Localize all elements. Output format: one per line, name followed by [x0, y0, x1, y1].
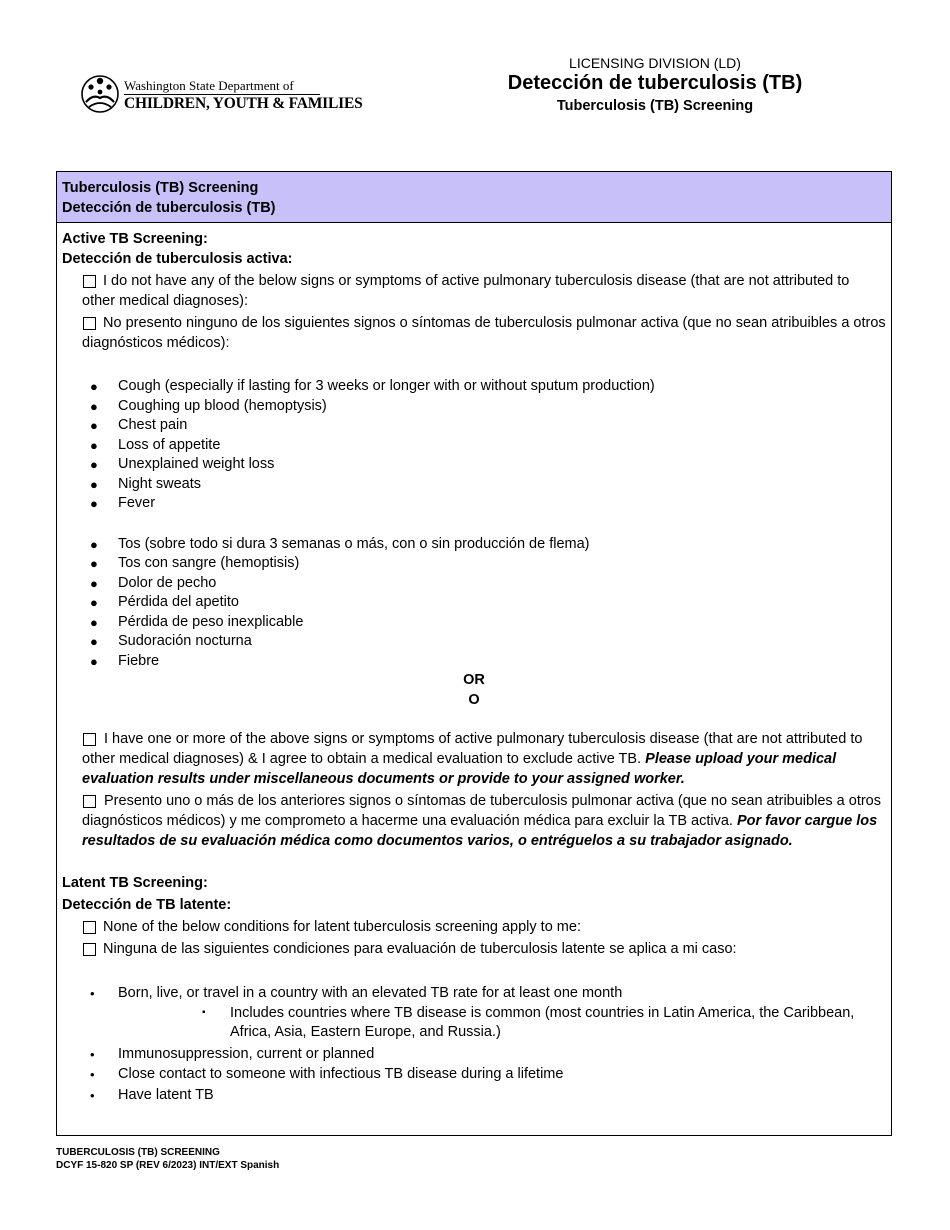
active-symptoms-en-label: I have one or more of the above signs or symptoms of active pulmonary tuberculosis disease (that are not attributed to other medical diagnoses) & I agree to obtain a medical evaluation to exclude active TB. Please upload your medical evaluation results under miscellaneous documents or provide to your assigned worker. — [82, 731, 863, 787]
symptom-list-es — [62, 535, 886, 672]
division-label: LICENSING DIVISION (LD) — [569, 55, 741, 71]
active-no-symptoms-es — [62, 313, 886, 353]
list-item: ● Fiebre — [62, 652, 886, 672]
bullet-icon: ● — [90, 379, 98, 394]
bullet-icon: ● — [90, 575, 98, 591]
list-item: ● Sudoración nocturna — [62, 632, 886, 652]
upload-instruction-en: Please upload your medical evaluation results under miscellaneous documents or provide to your assigned worker. — [82, 751, 837, 787]
list-item: • Close contact to someone with infectious TB disease during a lifetime — [62, 1065, 886, 1085]
bullet-icon: • — [90, 1067, 95, 1082]
or-label-es: O — [468, 691, 480, 708]
section-header — [57, 172, 891, 223]
latent-none-en-label: None of the below conditions for latent tuberculosis screening apply to me: — [103, 919, 581, 935]
list-item: ● Cough (especially if lasting for 3 weeks or longer with or without sputum production) — [62, 377, 886, 397]
latent-heading-en: Latent TB Screening: — [62, 875, 208, 891]
active-no-symptoms-en-label: I do not have any of the below signs or symptoms of active pulmonary tuberculosis disease (that are not attributed to other medical diagnoses): — [82, 273, 850, 309]
bullet-icon: ● — [90, 634, 98, 649]
active-no-symptoms-en — [62, 271, 886, 311]
dcyf-logo — [80, 72, 363, 118]
upload-instruction-es: Por favor cargue los resultados de su evaluación médica como documentos varios, o entréguelos a su trabajador asignado. — [82, 813, 878, 849]
or-label-en: OR — [463, 672, 485, 688]
active-heading-es: Detección de tuberculosis activa: — [62, 251, 293, 267]
list-item: • Born, live, or travel in a country with an elevated TB rate for at least one month — [62, 984, 886, 1004]
latent-none-es-label: Ninguna de las siguientes condiciones para evaluación de tuberculosis latente se aplica a mi caso: — [103, 941, 737, 957]
page-title: Detección de tuberculosis (TB) — [507, 72, 803, 94]
bullet-icon: • — [90, 1087, 95, 1103]
footer-form-number: DCYF 15-820 SP (REV 6/2023) INT/EXT Spanish — [56, 1160, 280, 1171]
footer — [56, 1146, 279, 1172]
list-item: ● Loss of appetite — [62, 436, 886, 456]
list-item: ● Fever — [62, 494, 886, 514]
latent-none-en — [62, 917, 886, 937]
list-item: ● Coughing up blood (hemoptysis) — [62, 397, 886, 417]
active-heading-en: Active TB Screening: — [62, 231, 208, 247]
bullet-icon: ● — [90, 457, 98, 472]
section-title-en: Tuberculosis (TB) Screening — [62, 180, 259, 196]
list-item: ● Night sweats — [62, 475, 886, 495]
active-symptoms-es — [62, 791, 886, 851]
list-item: ● Tos (sobre todo si dura 3 semanas o más, con o sin producción de flema) — [62, 535, 886, 555]
footer-form-title: TUBERCULOSIS (TB) SCREENING — [56, 1147, 220, 1158]
bullet-icon: ● — [90, 437, 98, 453]
bullet-icon: ● — [90, 595, 98, 610]
sub-bullet-icon: ▪ — [202, 1006, 206, 1018]
bullet-icon: • — [90, 1046, 95, 1062]
bullet-icon: ● — [90, 536, 98, 552]
latent-none-es-checkbox[interactable] — [83, 943, 96, 956]
list-item: ● Tos con sangre (hemoptisis) — [62, 554, 886, 574]
symptom-list-en — [62, 377, 886, 514]
list-sub-item: ▪ Includes countries where TB disease is common (most countries in Latin America, the Caribbean, Africa, Asia, Eastern Europe, and Russia.) — [202, 1004, 855, 1040]
list-item: ● Chest pain — [62, 416, 886, 436]
latent-condition-list — [62, 984, 886, 1105]
bullet-icon: ● — [90, 398, 98, 414]
logo-line1: Washington State Department of — [124, 78, 294, 93]
active-no-symptoms-en-checkbox[interactable] — [83, 275, 96, 288]
list-item: ● Unexplained weight loss — [62, 455, 886, 475]
section-title-es: Detección de tuberculosis (TB) — [62, 200, 276, 216]
bullet-icon: ● — [90, 556, 98, 571]
list-item: ● Pérdida del apetito — [62, 593, 886, 613]
logo-line2: CHILDREN, YOUTH & FAMILIES — [124, 95, 363, 112]
bullet-icon: ● — [90, 614, 98, 630]
list-item: • Immunosuppression, current or planned — [62, 1045, 886, 1065]
active-symptoms-es-checkbox[interactable] — [83, 795, 96, 808]
bullet-icon: • — [90, 986, 95, 1001]
list-item: ● Dolor de pecho — [62, 574, 886, 594]
active-symptoms-es-label: Presento uno o más de los anteriores signos o síntomas de tuberculosis pulmonar activa (que no sean atribuibles a otros diagnósticos médicos) y me comprometo a hacerme una evaluación médica para excluir la TB activa. Por favor cargue los resultados de su evaluación médica como documentos varios, o entréguelos a su trabajador asignado. — [82, 793, 881, 849]
list-item: ● Pérdida de peso inexplicable — [62, 613, 886, 633]
bullet-icon: ● — [90, 476, 98, 492]
latent-none-en-checkbox[interactable] — [83, 921, 96, 934]
latent-heading-es: Detección de TB latente: — [62, 897, 232, 913]
page-subtitle: Tuberculosis (TB) Screening — [556, 98, 754, 114]
dcyf-emblem-icon — [80, 72, 120, 114]
bullet-icon: ● — [90, 418, 98, 433]
active-no-symptoms-es-label: No presento ninguno de los siguientes signos o síntomas de tuberculosis pulmonar activa (que no sean atribuibles a otros diagnósticos médicos): — [82, 315, 886, 351]
active-symptoms-en — [62, 729, 886, 789]
bullet-icon: ● — [90, 496, 98, 511]
latent-none-es — [62, 939, 886, 959]
list-item: • Have latent TB — [62, 1086, 886, 1106]
tb-screening-form — [56, 171, 892, 1136]
active-symptoms-en-checkbox[interactable] — [83, 733, 96, 746]
active-no-symptoms-es-checkbox[interactable] — [83, 317, 96, 330]
bullet-icon: ● — [90, 653, 98, 669]
